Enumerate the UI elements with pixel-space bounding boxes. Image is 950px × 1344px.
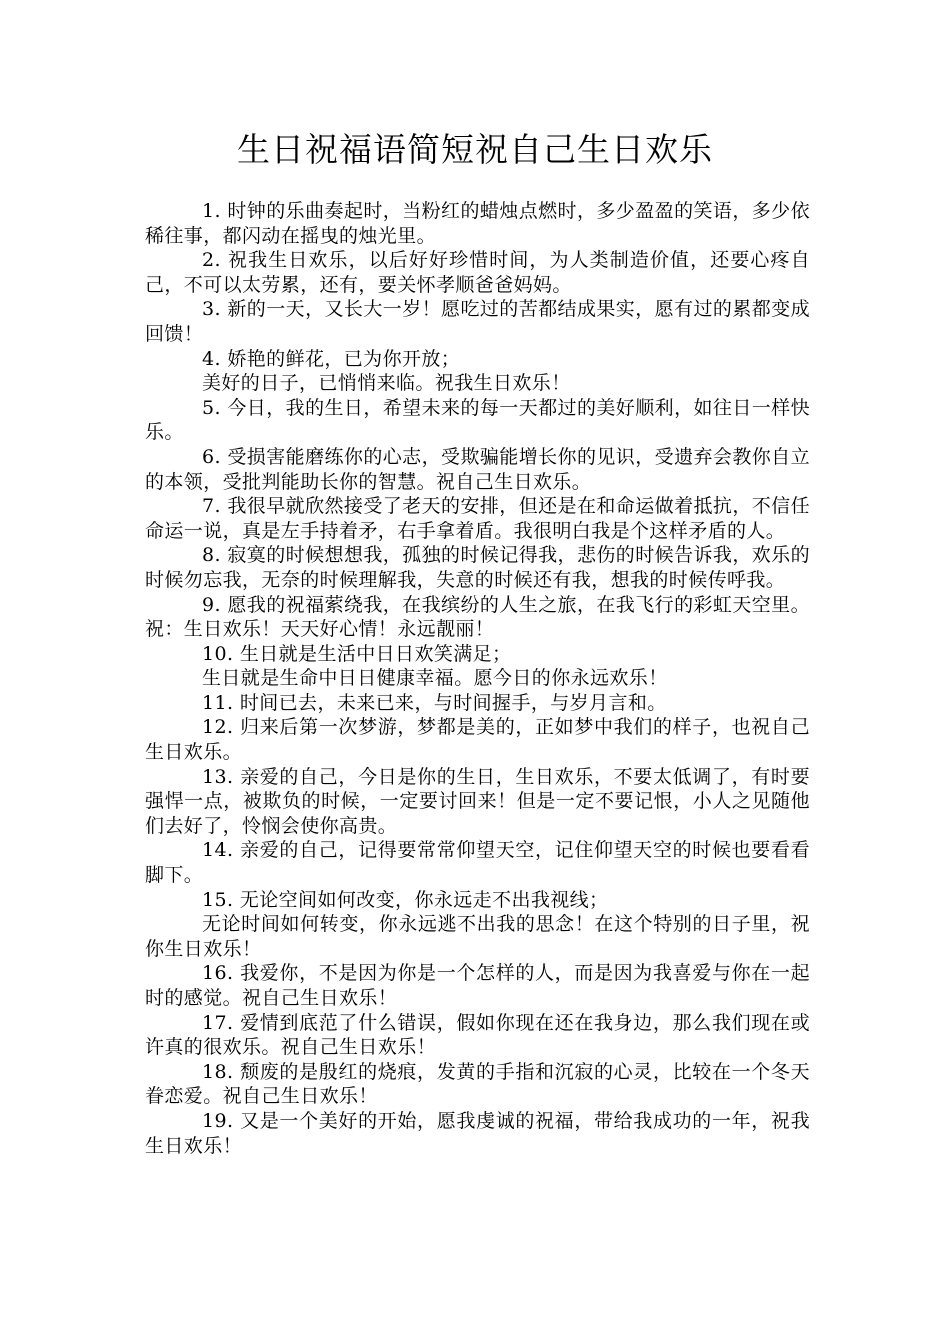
paragraph-6: 6. 受损害能磨练你的心志，受欺骗能增长你的见识，受遗弃会教你自立的本领，受批判能助长你的智慧。祝自己生日欢乐。 — [145, 445, 810, 493]
document-body — [145, 199, 810, 1158]
paragraph-4-continued: 美好的日子，已悄悄来临。祝我生日欢乐！ — [202, 372, 571, 395]
paragraph-3: 3. 新的一天，又长大一岁！愿吃过的苦都结成果实，愿有过的累都变成回馈！ — [145, 298, 810, 345]
paragraph-14: 14. 亲爱的自己，记得要常常仰望天空，记住仰望天空的时候也要看看脚下。 — [145, 839, 810, 887]
paragraph-15-continued: 无论时间如何转变，你永远逃不出我的思念！在这个特别的日子里，祝你生日欢乐！ — [145, 913, 810, 960]
paragraph-18: 18. 颓废的是殷红的烧痕，发黄的手指和沉寂的心灵，比较在一个冬天眷恋爱。祝自己生日欢乐！ — [145, 1060, 810, 1108]
paragraph-2: 2. 祝我生日欢乐，以后好好珍惜时间，为人类制造价值，还要心疼自己，不可以太劳累，还有，要关怀孝顺爸爸妈妈。 — [145, 249, 810, 296]
paragraph-19: 19. 又是一个美好的开始，愿我虔诚的祝福，带给我成功的一年，祝我生日欢乐！ — [145, 1109, 810, 1157]
paragraph-7: 7. 我很早就欣然接受了老天的安排，但还是在和命运做着抵抗，不信任命运一说，真是左手持着矛，右手拿着盾。我很明白我是个这样矛盾的人。 — [145, 495, 810, 542]
paragraph-1: 1. 时钟的乐曲奏起时，当粉红的蜡烛点燃时，多少盈盈的笑语，多少依稀往事，都闪动在摇曳的烛光里。 — [145, 200, 810, 247]
paragraph-8: 8. 寂寞的时候想想我，孤独的时候记得我，悲伤的时候告诉我，欢乐的时候勿忘我，无奈的时候理解我，失意的时候还有我，想我的时候传呼我。 — [145, 544, 810, 591]
paragraph-10-continued: 生日就是生命中日日健康幸福。愿今日的你永远欢乐！ — [202, 667, 668, 690]
paragraph-12: 12. 归来后第一次梦游，梦都是美的，正如梦中我们的样子，也祝自己生日欢乐。 — [145, 716, 810, 764]
paragraph-9: 9. 愿我的祝福萦绕我，在我缤纷的人生之旅，在我飞行的彩虹天空里。祝：生日欢乐！天天好心情！永远靓丽！ — [145, 593, 810, 641]
paragraph-16: 16. 我爱你，不是因为你是一个怎样的人，而是因为我喜爱与你在一起时的感觉。祝自己生日欢乐！ — [145, 962, 810, 1009]
paragraph-11: 11. 时间已去，未来已来，与时间握手，与岁月言和。 — [202, 691, 667, 714]
paragraph-13: 13. 亲爱的自己，今日是你的生日，生日欢乐，不要太低调了，有时要强悍一点，被欺负的时候，一定要讨回来！但是一定不要记恨，小人之见随他们去好了，怜悯会使你高贵。 — [145, 765, 810, 837]
paragraph-15: 15. 无论空间如何改变，你永远走不出我视线； — [202, 888, 609, 911]
paragraph-17: 17. 爱情到底范了什么错误，假如你现在还在我身边，那么我们现在或许真的很欢乐。祝自己生日欢乐！ — [145, 1011, 810, 1059]
paragraph-10: 10. 生日就是生活中日日欢笑满足； — [202, 642, 512, 665]
paragraph-4: 4. 娇艳的鲜花，已为你开放； — [202, 347, 461, 370]
paragraph-5: 5. 今日，我的生日，希望未来的每一天都过的美好顺利，如往日一样快乐。 — [145, 396, 810, 444]
document-title: 生日祝福语简短祝自己生日欢乐 — [237, 130, 713, 169]
